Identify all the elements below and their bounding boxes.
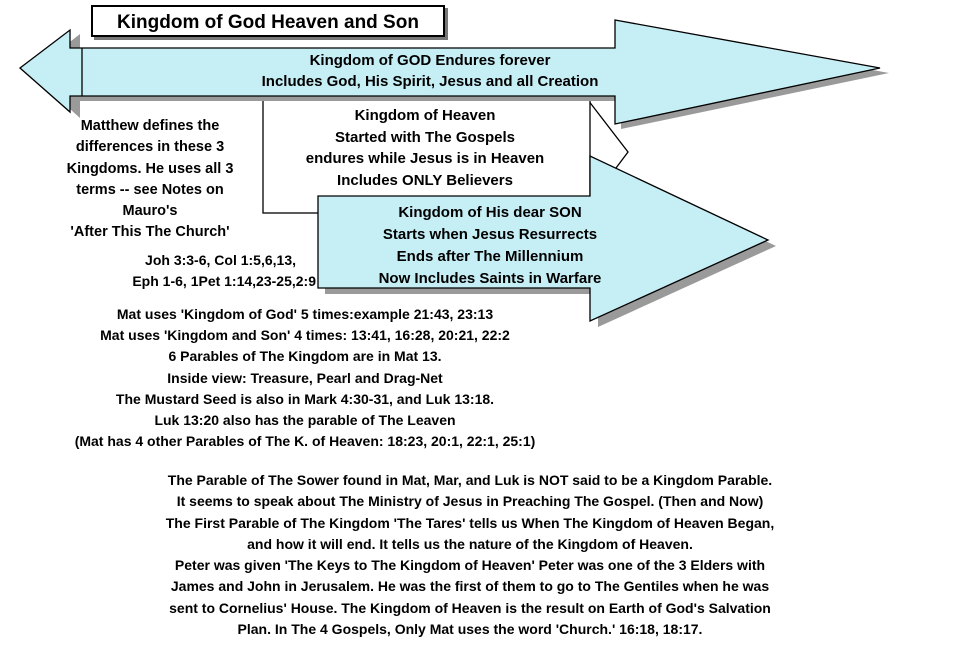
son-arrow-line: Ends after The Millennium (396, 248, 584, 265)
diagram-title: Kingdom of God Heaven and Son (91, 5, 445, 37)
heaven-box-line: Kingdom of Heaven (354, 107, 496, 124)
reference-line: Joh 3:3-6, Col 1:5,6,13, (145, 252, 296, 268)
bottom-note-line: Peter was given 'The Keys to The Kingdom of Heaven' Peter was one of the 3 Elders with (174, 557, 766, 574)
middle-note-line: (Mat has 4 other Parables of The K. of Heaven: 18:23, 20:1, 22:1, 25:1) (74, 433, 536, 450)
bottom-notes (10, 470, 930, 640)
middle-note-line: Mat uses 'Kingdom of God' 5 times:example 21:43, 23:13 (116, 306, 494, 322)
god-arrow-line: Includes God, His Spirit, Jesus and all Creation (261, 73, 599, 90)
matthew-note-line: Mauro's (122, 203, 178, 220)
reference-line: Eph 1-6, 1Pet 1:14,23-25,2:9 (132, 273, 316, 289)
bottom-note-line: The First Parable of The Kingdom 'The Tares' tells us When The Kingdom of Heaven Began, (165, 514, 775, 531)
heaven-box-text (275, 105, 575, 191)
heaven-box-line: Started with The Gospels (334, 128, 516, 146)
bottom-note-line: and how it will end. It tells us the nature of the Kingdom of Heaven. (247, 535, 693, 552)
god-arrow-line: Kingdom of GOD Endures forever (309, 52, 551, 69)
bottom-note-line: James and John in Jerusalem. He was the first of them to go to The Gentiles when he was (170, 578, 770, 595)
matthew-note-line: Matthew defines the (80, 118, 220, 134)
reference-list (80, 250, 316, 292)
bottom-note-line: The Parable of The Sower found in Mat, Mar, and Luk is NOT said to be a Kingdom Parable. (167, 472, 773, 488)
bottom-note-line: It seems to speak about The Ministry of Jesus in Preaching The Gospel. (Then and Now) (176, 493, 764, 510)
son-arrow-line: Starts when Jesus Resurrects (382, 226, 598, 243)
heaven-box-line: Includes ONLY Believers (337, 171, 513, 189)
middle-note-line: 6 Parables of The Kingdom are in Mat 13. (168, 348, 442, 365)
middle-note-line: The Mustard Seed is also in Mark 4:30-31, and Luk 13:18. (115, 390, 495, 407)
son-arrow-line: Now Includes Saints in Warfare (378, 270, 602, 287)
middle-note-line: Luk 13:20 also has the parable of The Leaven (154, 412, 456, 429)
matthew-note-line: differences in these 3 (75, 139, 225, 156)
god-arrow-text (150, 50, 710, 92)
matthew-note (40, 116, 260, 244)
matthew-note-line: 'After This The Church' (70, 224, 230, 241)
middle-note-line: Inside view: Treasure, Pearl and Drag-Net (167, 369, 443, 386)
bottom-note-line: sent to Cornelius' House. The Kingdom of Heaven is the result on Earth of God's Salvation (169, 599, 771, 616)
matthew-note-line: Kingdoms. He uses all 3 (66, 160, 234, 177)
bottom-note-line: Plan. In The 4 Gospels, Only Mat uses the word 'Church.' 16:18, 18:17. (237, 621, 703, 638)
son-arrow-line: Kingdom of His dear SON (398, 204, 582, 221)
matthew-note-line: terms -- see Notes on (76, 181, 224, 198)
middle-note-line: Mat uses 'Kingdom and Son' 4 times: 13:41, 16:28, 20:21, 22:2 (100, 327, 510, 344)
heaven-box-line: endures while Jesus is in Heaven (305, 150, 545, 167)
son-arrow-text (325, 202, 655, 290)
middle-notes (0, 304, 610, 452)
